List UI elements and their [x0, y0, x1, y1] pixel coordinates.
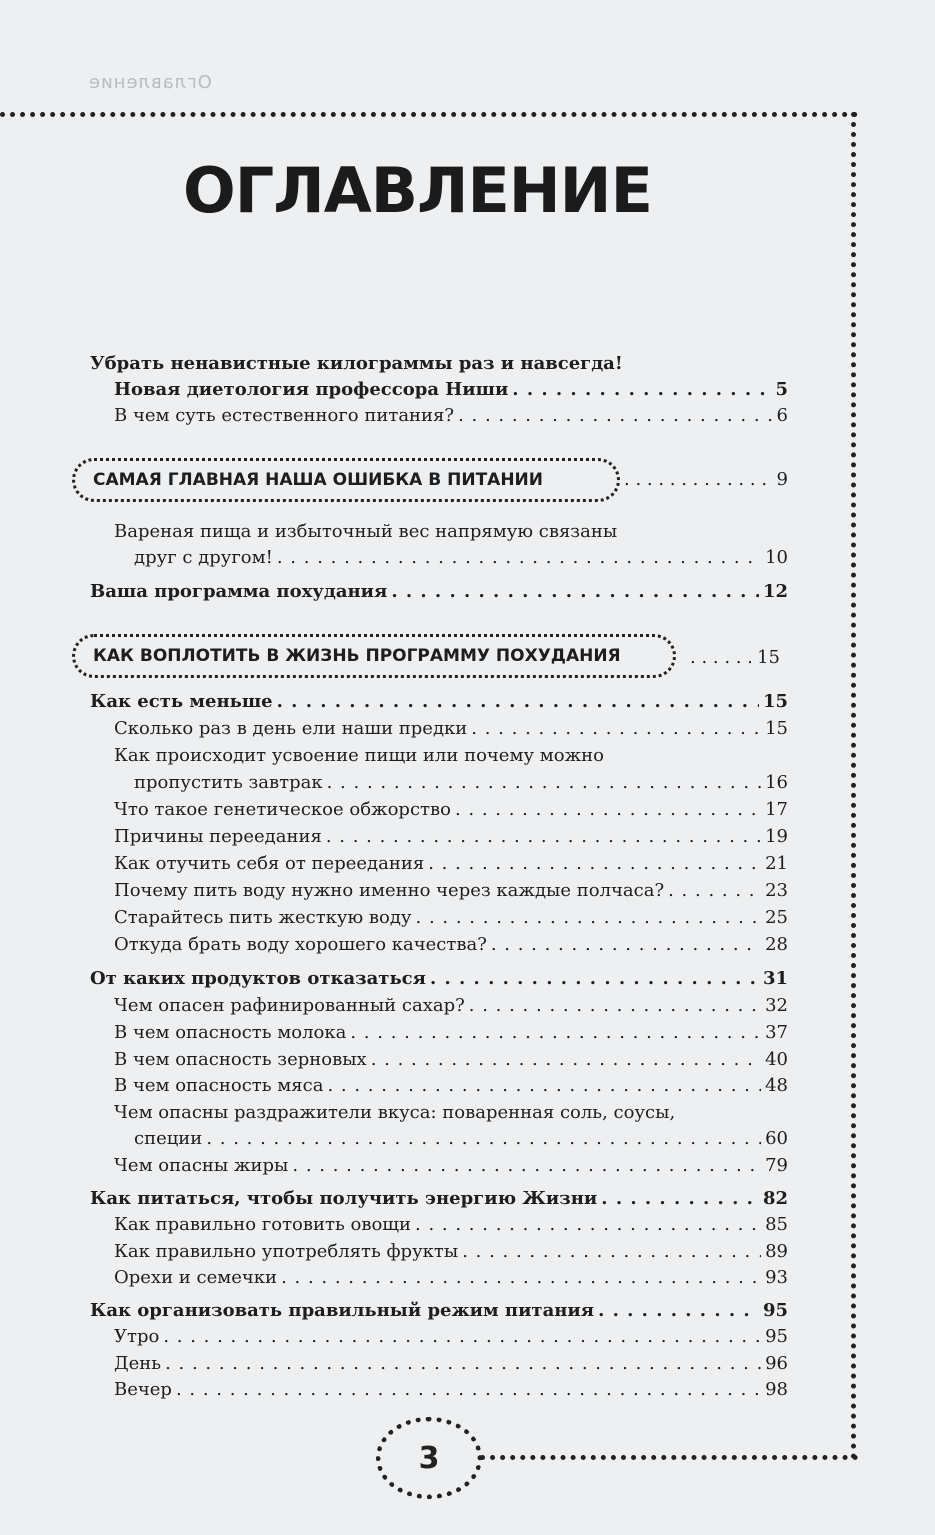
toc-entry-text: От каких продуктов отказаться	[90, 968, 426, 989]
toc-page-number: 6	[776, 405, 788, 426]
toc-entry[interactable]	[90, 580, 788, 604]
dot-leader	[624, 468, 771, 492]
toc-entry-text: Почему пить воду нужно именно через каждые полчаса?	[114, 880, 665, 901]
page-number: 3	[418, 1440, 440, 1476]
toc-page-number: 95	[765, 1326, 788, 1347]
toc-entry-text: Причины переедания	[114, 826, 322, 847]
toc-entry-text: Чем опасны раздражители вкуса: поваренная соль, соусы,	[114, 1102, 676, 1123]
chapter-heading-pill[interactable]	[72, 458, 620, 502]
dot-leader	[512, 378, 771, 402]
toc-entry-text: пропустить завтрак	[134, 772, 323, 793]
dot-leader	[327, 1074, 761, 1098]
toc-entry[interactable]	[114, 404, 788, 428]
dot-leader	[455, 798, 761, 822]
toc-page-number: 32	[765, 995, 788, 1016]
dot-leader	[668, 879, 761, 903]
toc-entry[interactable]	[114, 1154, 788, 1178]
toc-page-number: 25	[765, 907, 788, 928]
bleed-through-text: Оглавление	[88, 72, 212, 93]
page-number-badge	[376, 1417, 482, 1499]
toc-page-number: 96	[765, 1353, 788, 1374]
toc-entry-text: Как организовать правильный режим питания	[90, 1300, 595, 1321]
toc-entry-text: Старайтесь пить жесткую воду	[114, 907, 412, 928]
toc-page-number: 48	[765, 1075, 788, 1096]
toc-entry[interactable]	[134, 546, 788, 570]
toc-entry-text: Что такое генетическое обжорство	[114, 799, 451, 820]
toc-entry[interactable]	[114, 717, 788, 741]
dot-leader	[491, 933, 761, 957]
chapter-heading-text: КАК ВОПЛОТИТЬ В ЖИЗНЬ ПРОГРАММУ ПОХУДАНИЯ	[93, 646, 621, 666]
toc-entry-text: Вареная пища и избыточный вес напрямую связаны	[114, 521, 618, 542]
toc-entry[interactable]	[114, 1266, 788, 1290]
dot-leader	[277, 546, 761, 570]
dot-leader	[601, 1187, 759, 1211]
toc-page-number: 12	[762, 581, 788, 602]
toc-entry-heading: Убрать ненавистные килограммы раз и навсегда!	[90, 353, 623, 374]
toc-page-number: 15	[757, 647, 780, 668]
dot-leader	[371, 1048, 761, 1072]
chapter-heading-text: САМАЯ ГЛАВНАЯ НАША ОШИБКА В ПИТАНИИ	[93, 470, 544, 490]
toc-entry[interactable]	[114, 378, 788, 402]
toc-entry	[624, 468, 788, 492]
dot-leader	[327, 771, 761, 795]
dot-leader	[292, 1154, 761, 1178]
toc-entry-text: друг с другом!	[134, 547, 273, 568]
toc-page-number: 40	[765, 1049, 788, 1070]
dot-leader	[469, 994, 761, 1018]
toc-entry[interactable]	[134, 771, 788, 795]
toc-entry[interactable]	[90, 1299, 788, 1323]
chapter-heading-pill[interactable]	[72, 634, 676, 678]
toc-entry[interactable]	[114, 1325, 788, 1349]
toc-entry[interactable]	[114, 906, 788, 930]
dot-leader	[690, 646, 751, 670]
toc-entry[interactable]	[90, 967, 788, 991]
dot-leader	[277, 690, 759, 714]
toc-entry-text: Как отучить себя от переедания	[114, 853, 425, 874]
toc-entry-text: специи	[134, 1128, 203, 1149]
dot-leader	[165, 1352, 761, 1376]
dot-leader	[391, 580, 759, 604]
toc-entry[interactable]	[114, 1048, 788, 1072]
toc-entry-text: Как питаться, чтобы получить энергию Жизни	[90, 1188, 598, 1209]
toc-page-number: 21	[765, 853, 788, 874]
dot-leader	[428, 852, 761, 876]
dot-leader	[176, 1378, 761, 1402]
toc-page-number: 85	[765, 1214, 788, 1235]
dot-leader	[598, 1299, 759, 1323]
toc-entry-text: В чем суть естественного питания?	[114, 405, 455, 426]
toc-entry[interactable]	[134, 1127, 788, 1151]
toc-entry-text: Чем опасен рафинированный сахар?	[114, 995, 465, 1016]
toc-page-number: 60	[765, 1128, 788, 1149]
toc-entry-text: Чем опасны жиры	[114, 1155, 289, 1176]
toc-entry-text: Как происходит усвоение пищи или почему можно	[114, 745, 605, 766]
toc-entry-text: В чем опасность зерновых	[114, 1049, 367, 1070]
toc-page-number: 82	[762, 1188, 788, 1209]
toc-entry-text: В чем опасность молока	[114, 1022, 347, 1043]
toc-entry-text: Новая диетология профессора Ниши	[114, 379, 509, 400]
toc-page-number: 16	[765, 772, 788, 793]
toc-entry-text: День	[114, 1353, 162, 1374]
toc-page-number: 93	[765, 1267, 788, 1288]
toc-entry[interactable]	[114, 825, 788, 849]
toc-entry[interactable]	[114, 879, 788, 903]
dot-leader	[462, 1240, 761, 1264]
dot-leader	[206, 1127, 761, 1151]
dotted-frame-right	[851, 112, 856, 1460]
page-title: ОГЛАВЛЕНИЕ	[183, 154, 652, 227]
toc-entry[interactable]	[114, 1213, 788, 1237]
toc-entry[interactable]	[114, 1378, 788, 1402]
toc-entry-text: Как есть меньше	[90, 691, 273, 712]
toc-entry-text: Откуда брать воду хорошего качества?	[114, 934, 487, 955]
toc-page-number: 19	[765, 826, 788, 847]
dot-leader	[350, 1021, 761, 1045]
dot-leader	[326, 825, 761, 849]
toc-entry[interactable]	[114, 994, 788, 1018]
dot-leader	[471, 717, 761, 741]
toc-entry[interactable]	[90, 690, 788, 714]
toc-entry-text: Как правильно готовить овощи	[114, 1214, 412, 1235]
toc-entry[interactable]	[114, 798, 788, 822]
toc-page-number: 5	[775, 379, 788, 400]
toc-page-number: 23	[765, 880, 788, 901]
dot-leader	[163, 1325, 761, 1349]
toc-entry[interactable]	[114, 852, 788, 876]
dot-leader	[458, 404, 772, 428]
toc-entry[interactable]	[114, 1352, 788, 1376]
toc-entry-text: В чем опасность мяса	[114, 1075, 324, 1096]
toc-page-number: 17	[765, 799, 788, 820]
toc-entry	[690, 646, 780, 670]
toc-page-number: 15	[765, 718, 788, 739]
dotted-frame-top	[0, 112, 858, 117]
toc-page-number: 15	[762, 691, 788, 712]
toc-entry[interactable]	[114, 1240, 788, 1264]
toc-entry-text: Ваша программа похудания	[90, 581, 388, 602]
toc-page-number: 98	[765, 1379, 788, 1400]
toc-page-number: 95	[762, 1300, 788, 1321]
toc-page-number: 37	[765, 1022, 788, 1043]
toc-entry-text: Утро	[114, 1326, 160, 1347]
toc-page-number: 79	[765, 1155, 788, 1176]
toc-page-number: 31	[762, 968, 788, 989]
dot-leader	[415, 1213, 761, 1237]
toc-entry-text: Орехи и семечки	[114, 1267, 278, 1288]
toc-entry-text: Как правильно употреблять фрукты	[114, 1241, 459, 1262]
toc-entry[interactable]	[90, 1187, 788, 1211]
toc-entry[interactable]	[114, 933, 788, 957]
toc-entry[interactable]	[114, 1074, 788, 1098]
dotted-frame-bottom	[480, 1455, 858, 1460]
toc-entry[interactable]	[114, 1021, 788, 1045]
dot-leader	[430, 967, 759, 991]
toc-page-number: 28	[765, 934, 788, 955]
toc-page-number: 89	[765, 1241, 788, 1262]
toc-entry-text: Вечер	[114, 1379, 172, 1400]
dot-leader	[416, 906, 762, 930]
toc-entry-text: Сколько раз в день ели наши предки	[114, 718, 468, 739]
toc-page-number: 10	[765, 547, 788, 568]
toc-page-number: 9	[776, 469, 788, 490]
dot-leader	[281, 1266, 761, 1290]
